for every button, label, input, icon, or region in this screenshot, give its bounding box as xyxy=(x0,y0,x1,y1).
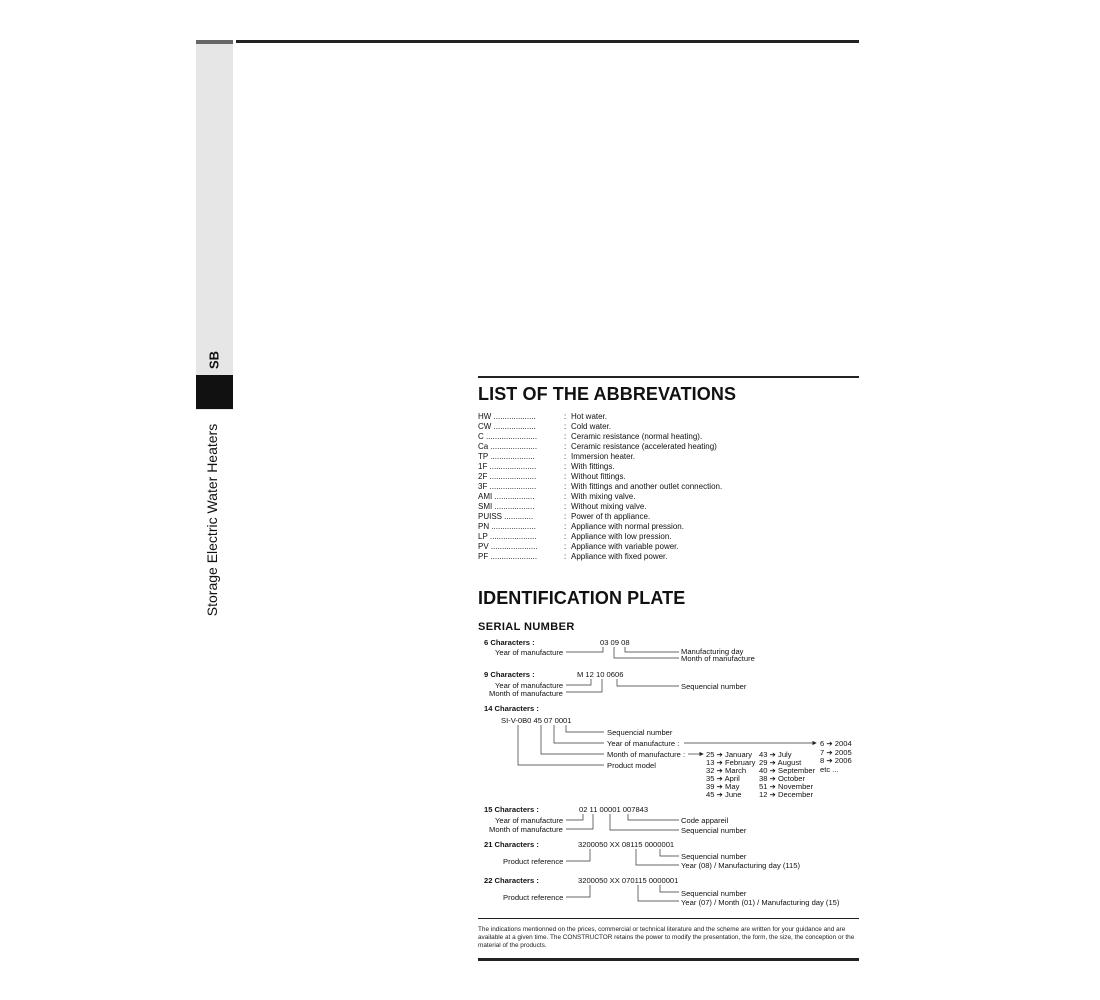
c14-seq: Sequencial number xyxy=(607,728,673,737)
c14-month: Month of manufacture : xyxy=(607,750,686,759)
abbreviation-description: Cold water. xyxy=(571,422,612,431)
abbreviation-description: Appliance with fixed power. xyxy=(571,552,668,561)
abbreviation-colon: : xyxy=(564,502,567,511)
abbreviation-code: PV ..................... xyxy=(478,542,538,551)
abbreviation-colon: : xyxy=(564,472,567,481)
abbreviation-code: SMI .................. xyxy=(478,502,535,511)
c14-month-12: 12 ➔ December xyxy=(759,790,814,799)
abbreviation-description: With fittings. xyxy=(571,462,615,471)
abbreviation-code: LP ..................... xyxy=(478,532,537,541)
c14-month-9: 40 ➔ September xyxy=(759,766,816,775)
c14-label: 14 Characters : xyxy=(484,704,539,713)
c22-label: 22 Characters : xyxy=(484,876,539,885)
sidebar-code: SB xyxy=(206,350,222,370)
c14-month-11: 51 ➔ November xyxy=(759,782,814,791)
abbreviation-description: Appliance with normal pression. xyxy=(571,522,684,531)
c14-month-2: 13 ➔ February xyxy=(706,758,756,767)
abbreviation-description: With mixing valve. xyxy=(571,492,636,501)
abbreviation-description: With fittings and another outlet connection. xyxy=(571,482,723,491)
abbreviation-colon: : xyxy=(564,542,567,551)
c14-month-6: 45 ➔ June xyxy=(706,790,742,799)
footer-disclaimer: The indications mentionned on the prices, commercial or technical literature and the scheme are written for your guidance and are available at a given time. The CONSTRUCTOR retains the power to modify the presentation, the form, the size, the conception or the material of the products. xyxy=(478,926,855,949)
abbreviation-colon: : xyxy=(564,412,567,421)
c15-code: 02 11 00001 007843 xyxy=(579,805,649,814)
abbreviation-code: CW ................... xyxy=(478,422,536,431)
abbreviation-description: Without mixing valve. xyxy=(571,502,647,511)
c14-month-10: 38 ➔ October xyxy=(759,774,806,783)
c9-code: M 12 10 0606 xyxy=(577,670,624,679)
c9-month: Month of manufacture xyxy=(489,689,563,698)
abbreviation-description: Ceramic resistance (accelerated heating) xyxy=(571,442,717,451)
c9-seq: Sequencial number xyxy=(681,682,747,691)
c14-year-2006: 8 ➔ 2006 xyxy=(820,756,852,765)
abbreviation-colon: : xyxy=(564,512,567,521)
abbreviation-colon: : xyxy=(564,422,567,431)
abbreviation-description: Without fittings. xyxy=(571,472,626,481)
serial-number-title: SERIAL NUMBER xyxy=(478,621,575,633)
c21-code: 3200050 XX 08115 0000001 xyxy=(578,840,675,849)
c6-code: 03 09 08 xyxy=(600,638,630,647)
c15-year: Year of manufacture xyxy=(495,816,564,825)
abbreviation-description: Appliance with low pression. xyxy=(571,532,672,541)
c14-code: SI-V-0B0 45 07 0001 xyxy=(501,716,572,725)
abbreviation-colon: : xyxy=(564,532,567,541)
abbreviation-description: Appliance with variable power. xyxy=(571,542,679,551)
c14-month-4: 35 ➔ April xyxy=(706,774,740,783)
c22-code: 3200050 XX 070115 0000001 xyxy=(578,876,679,885)
abbreviation-description: Ceramic resistance (normal heating). xyxy=(571,432,703,441)
c14-month-5: 39 ➔ May xyxy=(706,782,740,791)
c14-year-etc: etc ... xyxy=(820,765,839,774)
abbreviation-code: 1F ..................... xyxy=(478,462,537,471)
c14-month-8: 29 ➔ August xyxy=(759,758,802,767)
c22-year-day: Year (07) / Month (01) / Manufacturing day (15) xyxy=(681,898,840,907)
abbreviation-code: HW ................... xyxy=(478,412,536,421)
c15-seq: Sequencial number xyxy=(681,826,747,835)
abbreviation-code: 3F ..................... xyxy=(478,482,537,491)
c14-month-7: 43 ➔ July xyxy=(759,750,792,759)
abbreviation-description: Power of th appliance. xyxy=(571,512,651,521)
abbreviation-colon: : xyxy=(564,452,567,461)
abbreviation-description: Immersion heater. xyxy=(571,452,636,461)
abbreviation-colon: : xyxy=(564,432,567,441)
abbreviation-colon: : xyxy=(564,482,567,491)
c6-month: Month of manufacture xyxy=(681,654,755,663)
c21-ref: Product reference xyxy=(503,857,564,866)
abbreviation-colon: : xyxy=(564,552,567,561)
c9-label: 9 Characters : xyxy=(484,670,535,679)
abbreviation-code: 2F ..................... xyxy=(478,472,537,481)
c14-month-1: 25 ➔ January xyxy=(706,750,753,759)
abbreviation-colon: : xyxy=(564,462,567,471)
abbreviation-colon: : xyxy=(564,442,567,451)
abbreviation-code: PF ..................... xyxy=(478,552,538,561)
c22-seq: Sequencial number xyxy=(681,889,747,898)
sidebar-title: Storage Electric Water Heaters xyxy=(204,423,220,617)
c21-year-day: Year (08) / Manufacturing day (115) xyxy=(681,861,801,870)
c15-month: Month of manufacture xyxy=(489,825,563,834)
c22-ref: Product reference xyxy=(503,893,564,902)
c15-label: 15 Characters : xyxy=(484,805,539,814)
abbreviation-code: PUISS ............. xyxy=(478,512,534,521)
abbreviation-code: PN .................... xyxy=(478,522,536,531)
c21-seq: Sequencial number xyxy=(681,852,747,861)
c6-day: Manufacturing day xyxy=(681,647,744,656)
c21-label: 21 Characters : xyxy=(484,840,539,849)
abbreviation-colon: : xyxy=(564,522,567,531)
abbreviation-code: C ....................... xyxy=(478,432,538,441)
abbreviation-colon: : xyxy=(564,492,567,501)
c6-year: Year of manufacture xyxy=(495,648,564,657)
identification-title: IDENTIFICATION PLATE xyxy=(478,588,686,608)
c14-year-2004: 6 ➔ 2004 xyxy=(820,739,852,748)
c9-year: Year of manufacture xyxy=(495,681,564,690)
abbreviation-description: Hot water. xyxy=(571,412,608,421)
c14-year: Year of manufacture : xyxy=(607,739,680,748)
c6-label: 6 Characters : xyxy=(484,638,535,647)
abbreviation-code: Ca ..................... xyxy=(478,442,538,451)
c15-code-appareil: Code appareil xyxy=(681,816,729,825)
c14-model: Product model xyxy=(607,761,656,770)
abbreviation-code: AMI .................. xyxy=(478,492,535,501)
abbreviations-title: LIST OF THE ABBREVATIONS xyxy=(478,384,737,404)
c14-year-2005: 7 ➔ 2005 xyxy=(820,748,852,757)
c14-month-3: 32 ➔ March xyxy=(706,766,747,775)
abbreviation-code: TP .................... xyxy=(478,452,535,461)
